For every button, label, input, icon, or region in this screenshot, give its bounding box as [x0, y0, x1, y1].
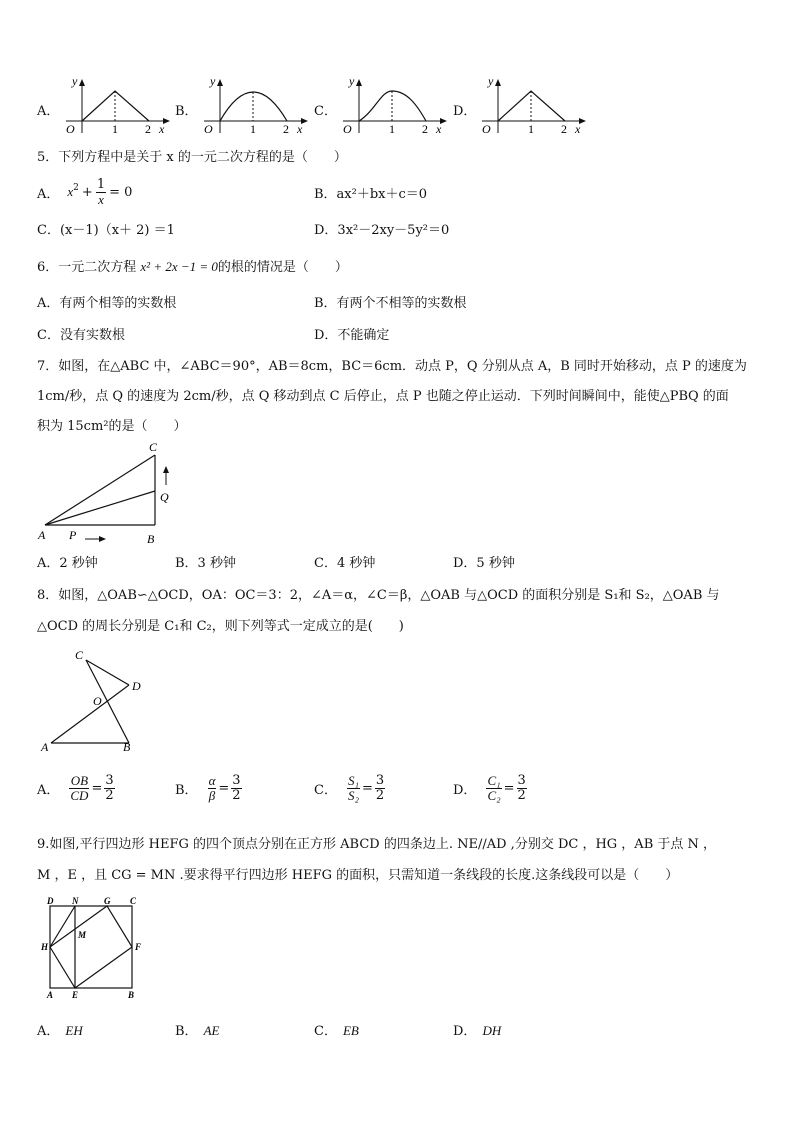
q8-c-left-fraction [347, 774, 360, 803]
point-b-label: B [128, 990, 135, 1000]
point-f-label: F [135, 942, 142, 952]
origin-label: O [343, 122, 352, 136]
q8-a-rden: 2 [105, 788, 114, 803]
point-a-label: A [47, 990, 54, 1000]
tick-1-label: 1 [389, 122, 395, 136]
q8-c-right-fraction [375, 774, 385, 803]
tick-1-label: 1 [250, 122, 256, 136]
q9-option-b [175, 1020, 219, 1039]
q5-option-a-label: A． [37, 186, 60, 202]
q5-a-plus: + [81, 184, 93, 200]
q9-option-b-value: AE [203, 1023, 220, 1038]
q8-a-num: OB [70, 773, 89, 788]
q7-option-c: C．4 秒钟 [314, 556, 376, 571]
q8-a-eq: = [91, 781, 103, 796]
q8-a-rnum: 3 [105, 773, 114, 788]
point-c-label: C [130, 896, 137, 906]
q8-a-den: CD [70, 788, 89, 803]
q8-stem-line2: △OCD 的周长分别是 C₁和 C₂，则下列等式一定成立的是( ) [37, 619, 404, 634]
q5-a-den: x [98, 191, 104, 207]
q6-stem-pre: 6．一元二次方程 [37, 260, 141, 275]
q8-b-left-fraction [208, 774, 217, 803]
q8-option-c-label: C． [314, 783, 337, 798]
point-n-label: N [72, 896, 79, 906]
tick-2-label: 2 [145, 122, 151, 136]
point-c-label: C [75, 648, 84, 662]
q4-option-a-label: A． [37, 104, 60, 119]
point-o-label: O [93, 694, 102, 708]
q9-option-d-label: D． [453, 1024, 477, 1039]
q8-option-a-label: A． [37, 783, 60, 798]
q8-b-right-fraction [231, 774, 241, 803]
q4-graph-c [337, 75, 452, 137]
q8-b-rden: 2 [232, 788, 241, 803]
q4-option-b-label: B． [175, 104, 198, 119]
q5-a-fraction [96, 178, 106, 207]
tick-2-label: 2 [283, 122, 289, 136]
q4-option-c-label: C． [314, 104, 337, 119]
q8-c-num: S₁ [347, 773, 359, 788]
tick-1-label: 1 [112, 122, 118, 136]
q5-option-d: D．3x²－2xy－5y²＝0 [314, 223, 450, 238]
q8-option-c [314, 774, 385, 803]
q8-stem-line1: 8．如图，△OAB∽△OCD，OA：OC＝3：2，∠A＝α，∠C＝β，△OAB 与△OCD 的面积分别是 S₁和 S₂，△OAB 与 [37, 588, 720, 603]
q8-b-eq: = [218, 781, 230, 796]
q9-option-a [37, 1020, 83, 1039]
point-p-label: P [69, 528, 77, 542]
q9-option-c [314, 1020, 359, 1039]
point-m-label: M [78, 930, 87, 940]
point-a-label: A [38, 528, 46, 542]
q8-d-eq: = [503, 781, 515, 796]
tick-1-label: 1 [528, 122, 534, 136]
q6-option-a: A．有两个相等的实数根 [37, 296, 177, 311]
origin-label: O [204, 122, 213, 136]
q7-stem-line1: 7．如图，在△ABC 中，∠ABC＝90°，AB＝8cm，BC＝6cm．动点 P，Q 分别从点 A，B 同时开始移动，点 P 的速度为 [37, 359, 747, 374]
q8-a-right-fraction [104, 774, 114, 803]
point-h-label: H [41, 942, 49, 952]
y-axis-label: y [210, 75, 216, 88]
q8-option-b-label: B． [175, 783, 198, 798]
q8-d-right-fraction [517, 774, 527, 803]
point-d-label: D [47, 896, 54, 906]
q8-d-den: C₂ [487, 788, 501, 803]
y-axis-label: y [72, 75, 78, 88]
origin-label: O [482, 122, 491, 136]
q4-graph-d [476, 75, 591, 137]
q9-option-a-label: A． [37, 1024, 60, 1039]
point-e-label: E [72, 990, 79, 1000]
q5-a-num: 1 [96, 176, 106, 192]
q8-b-num: α [208, 773, 216, 788]
q8-c-rnum: 3 [375, 773, 385, 788]
x-axis-label: x [159, 122, 165, 136]
point-q-label: Q [160, 490, 169, 504]
tick-2-label: 2 [561, 122, 567, 136]
q5-a-x: x [67, 184, 74, 199]
q7-stem-line2: 1cm/秒，点 Q 的速度为 2cm/秒，点 Q 移动到点 C 后停止，点 P 也随之停止运动．下列时间瞬间中，能使△PBQ 的面 [37, 389, 729, 404]
q8-option-d-label: D． [453, 783, 477, 798]
q8-a-left-fraction [69, 774, 89, 803]
q4-option-d-label: D． [453, 104, 477, 119]
q5-stem: 5．下列方程中是关于 x 的一元二次方程的是（ ） [37, 150, 347, 165]
point-b-label: B [147, 532, 155, 546]
point-c-label: C [149, 440, 158, 454]
q7-option-d: D．5 秒钟 [453, 556, 515, 571]
q9-option-a-value: EH [65, 1023, 83, 1038]
q7-figure [35, 437, 185, 549]
q6-option-c: C．没有实数根 [37, 328, 125, 343]
y-axis-label: y [488, 75, 494, 88]
q9-option-b-label: B． [175, 1024, 198, 1039]
q4-graph-b [198, 75, 313, 137]
q8-b-den: β [208, 788, 216, 803]
point-b-label: B [123, 740, 131, 753]
q8-d-rden: 2 [517, 788, 526, 803]
q6-option-b: B．有两个不相等的实数根 [314, 296, 467, 311]
point-a-label: A [41, 740, 49, 753]
tick-2-label: 2 [422, 122, 428, 136]
q8-figure [33, 643, 153, 753]
q8-b-rnum: 3 [232, 773, 241, 788]
q5-option-c: C．(x－1)（x＋ 2) ＝1 [37, 223, 175, 238]
q8-option-a [37, 774, 115, 803]
q8-d-num: C₁ [487, 773, 501, 788]
q8-option-d [453, 774, 527, 803]
q9-option-c-value: EB [342, 1023, 359, 1038]
x-axis-label: x [436, 122, 442, 136]
q5-a-sup: 2 [73, 183, 79, 193]
q9-figure [38, 892, 148, 1002]
x-axis-label: x [297, 122, 303, 136]
y-axis-label: y [349, 75, 355, 88]
q6-stem-post: 的根的情况是（ ） [217, 260, 348, 275]
q8-c-rden: 2 [375, 788, 385, 803]
q5-option-a [37, 172, 132, 212]
point-d-label: D [132, 679, 141, 693]
origin-label: O [66, 122, 75, 136]
q9-option-d-value: DH [482, 1023, 502, 1038]
x-axis-label: x [575, 122, 581, 136]
q5-a-eq: = 0 [109, 184, 133, 200]
q4-graph-a [60, 75, 175, 137]
q8-c-eq: = [361, 781, 373, 796]
q5-option-b: B．ax²＋bx＋c＝0 [314, 187, 428, 202]
q7-option-b: B．3 秒钟 [175, 556, 236, 571]
q9-stem-line1: 9.如图,平行四边形 HEFG 的四个顶点分别在正方形 ABCD 的四条边上. NE//AD ,分别交 DC ，HG ，AB 于点 N ， [37, 837, 717, 852]
q6-stem [37, 256, 348, 275]
q7-option-a: A．2 秒钟 [37, 556, 98, 571]
q7-stem-line3: 积为 15cm²的是（ ） [37, 419, 187, 434]
q8-option-b [175, 774, 242, 803]
q6-option-d: D．不能确定 [314, 328, 390, 343]
q9-stem-line2: M ，E ，且 CG = MN .要求得平行四边形 HEFG 的面积，只需知道一条线段的长度.这条线段可以是（ ） [37, 868, 679, 883]
q8-c-den: S₂ [347, 788, 359, 803]
q8-d-left-fraction [486, 774, 501, 803]
q9-option-d [453, 1020, 501, 1039]
q9-option-c-label: C． [314, 1024, 337, 1039]
q6-stem-math: x² + 2x −1 = 0 [140, 259, 218, 274]
q8-d-rnum: 3 [517, 773, 526, 788]
point-g-label: G [104, 896, 111, 906]
